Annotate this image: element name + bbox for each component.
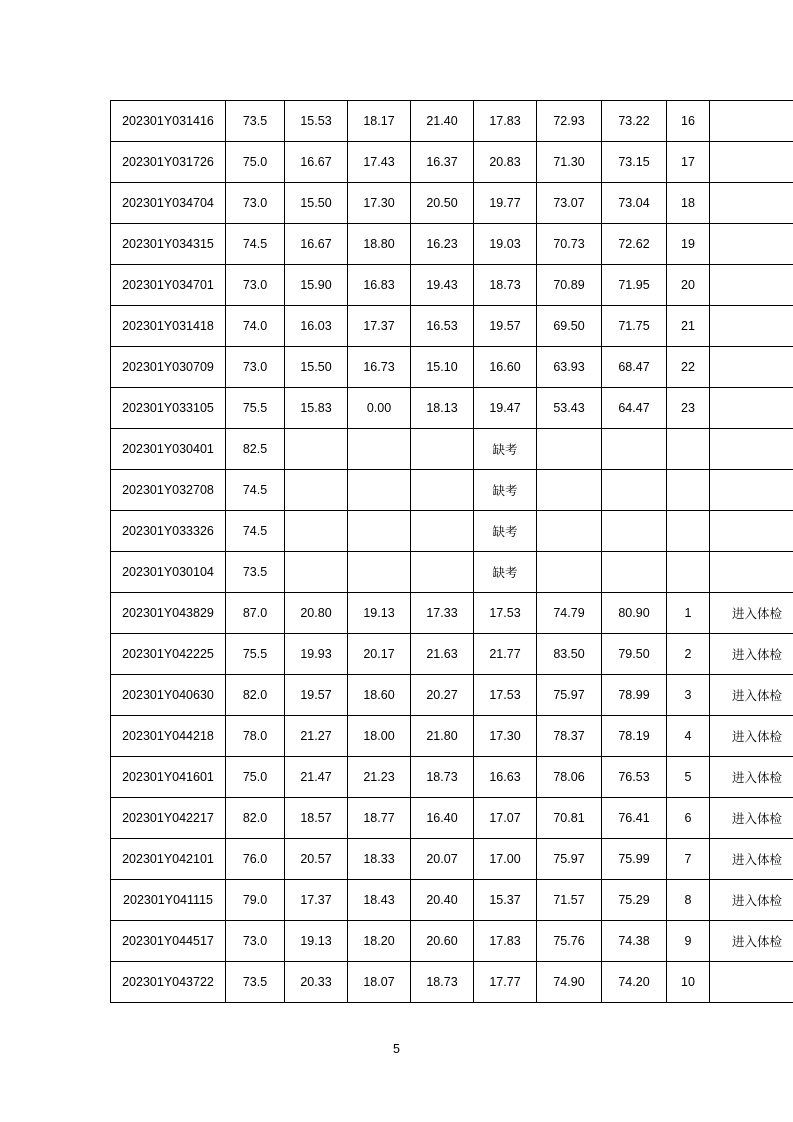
table-cell: 18.07 [348,962,411,1003]
table-cell: 74.5 [226,470,285,511]
table-cell: 进入体检 [710,757,793,798]
table-cell: 19.57 [285,675,348,716]
table-row [111,880,793,921]
table-cell: 73.15 [602,142,667,183]
table-cell: 17 [667,142,710,183]
table-cell: 19 [667,224,710,265]
table-cell: 21 [667,306,710,347]
table-cell: 进入体检 [710,634,793,675]
table-cell: 21.23 [348,757,411,798]
table-cell: 202301Y031726 [111,142,226,183]
table-cell: 74.79 [537,593,602,634]
table-cell: 75.76 [537,921,602,962]
table-cell [710,388,793,429]
table-cell [285,552,348,593]
table-cell: 16.40 [411,798,474,839]
table-row [111,757,793,798]
table-cell: 21.47 [285,757,348,798]
table-cell [710,265,793,306]
table-cell: 73.5 [226,962,285,1003]
table-cell: 202301Y030104 [111,552,226,593]
table-cell: 16.63 [474,757,537,798]
table-cell: 70.81 [537,798,602,839]
table-cell: 75.97 [537,839,602,880]
table-cell [710,306,793,347]
table-cell: 74.90 [537,962,602,1003]
table-cell: 202301Y040630 [111,675,226,716]
table-cell [285,429,348,470]
table-cell: 82.0 [226,798,285,839]
table-cell: 16 [667,101,710,142]
table-cell: 75.99 [602,839,667,880]
table-cell: 202301Y042101 [111,839,226,880]
table-cell: 72.93 [537,101,602,142]
table-cell: 进入体检 [710,593,793,634]
table-cell [348,429,411,470]
score-table [110,100,793,1003]
table-cell: 18.43 [348,880,411,921]
table-cell [537,470,602,511]
table-cell: 87.0 [226,593,285,634]
table-cell: 17.53 [474,593,537,634]
table-cell: 202301Y042225 [111,634,226,675]
table-cell: 202301Y030401 [111,429,226,470]
table-cell: 79.50 [602,634,667,675]
table-cell: 15.83 [285,388,348,429]
table-cell: 75.5 [226,388,285,429]
table-cell: 8 [667,880,710,921]
table-cell: 7 [667,839,710,880]
table-cell [710,183,793,224]
table-cell [667,429,710,470]
table-cell [285,511,348,552]
table-cell: 73.0 [226,921,285,962]
table-row [111,839,793,880]
table-cell: 16.60 [474,347,537,388]
table-cell: 18 [667,183,710,224]
table-row [111,429,793,470]
table-cell: 202301Y044517 [111,921,226,962]
table-cell: 202301Y034315 [111,224,226,265]
table-cell: 82.0 [226,675,285,716]
table-cell [710,224,793,265]
table-cell [411,552,474,593]
table-cell [602,511,667,552]
table-cell [710,101,793,142]
table-cell: 74.5 [226,224,285,265]
table-row [111,921,793,962]
table-cell: 68.47 [602,347,667,388]
table-cell: 18.00 [348,716,411,757]
table-cell: 进入体检 [710,716,793,757]
table-cell: 15.53 [285,101,348,142]
table-cell: 64.47 [602,388,667,429]
table-cell: 74.38 [602,921,667,962]
table-cell: 75.97 [537,675,602,716]
table-cell: 17.83 [474,921,537,962]
table-cell: 3 [667,675,710,716]
table-cell: 16.03 [285,306,348,347]
table-cell: 78.37 [537,716,602,757]
table-cell: 21.63 [411,634,474,675]
table-row [111,347,793,388]
table-cell: 20.50 [411,183,474,224]
table-cell [602,552,667,593]
table-cell: 19.57 [474,306,537,347]
table-cell: 5 [667,757,710,798]
table-cell: 72.62 [602,224,667,265]
table-cell: 19.47 [474,388,537,429]
table-cell: 202301Y033326 [111,511,226,552]
table-row [111,265,793,306]
table-cell: 18.13 [411,388,474,429]
table-cell: 23 [667,388,710,429]
table-cell: 10 [667,962,710,1003]
table-cell: 进入体检 [710,921,793,962]
table-cell: 进入体检 [710,675,793,716]
table-cell: 19.13 [285,921,348,962]
table-row [111,675,793,716]
table-cell: 75.0 [226,142,285,183]
table-cell: 20.27 [411,675,474,716]
table-cell: 15.50 [285,183,348,224]
table-cell: 20.60 [411,921,474,962]
table-cell [602,429,667,470]
table-row [111,306,793,347]
table-cell: 202301Y043829 [111,593,226,634]
table-cell: 进入体检 [710,798,793,839]
table-cell: 缺考 [474,470,537,511]
table-row [111,470,793,511]
table-cell: 17.33 [411,593,474,634]
table-cell: 17.83 [474,101,537,142]
table-row [111,593,793,634]
table-cell: 16.67 [285,224,348,265]
table-cell [537,552,602,593]
table-cell [710,429,793,470]
table-row [111,552,793,593]
table-cell: 73.0 [226,265,285,306]
table-cell: 71.57 [537,880,602,921]
table-cell: 202301Y033105 [111,388,226,429]
table-cell: 19.03 [474,224,537,265]
table-cell: 2 [667,634,710,675]
table-cell: 22 [667,347,710,388]
table-cell: 202301Y044218 [111,716,226,757]
table-cell: 17.77 [474,962,537,1003]
table-row [111,962,793,1003]
table-cell: 20.17 [348,634,411,675]
table-cell [667,511,710,552]
table-cell [710,962,793,1003]
table-row [111,224,793,265]
table-cell [710,470,793,511]
table-cell: 21.80 [411,716,474,757]
table-cell: 74.0 [226,306,285,347]
table-cell: 18.33 [348,839,411,880]
score-table-body [111,101,793,1003]
table-cell: 18.73 [474,265,537,306]
table-cell [348,511,411,552]
table-row [111,716,793,757]
table-cell [710,347,793,388]
table-cell: 17.43 [348,142,411,183]
table-cell: 缺考 [474,511,537,552]
table-cell [667,470,710,511]
table-cell: 76.41 [602,798,667,839]
table-cell: 70.89 [537,265,602,306]
table-cell: 9 [667,921,710,962]
table-cell: 74.20 [602,962,667,1003]
table-cell: 18.73 [411,757,474,798]
table-cell: 15.10 [411,347,474,388]
table-cell: 21.27 [285,716,348,757]
table-cell: 202301Y041601 [111,757,226,798]
table-cell: 202301Y031418 [111,306,226,347]
table-cell: 71.30 [537,142,602,183]
table-cell [285,470,348,511]
table-row [111,798,793,839]
table-cell: 16.83 [348,265,411,306]
table-cell: 缺考 [474,552,537,593]
table-cell: 73.22 [602,101,667,142]
table-cell: 71.95 [602,265,667,306]
table-cell: 202301Y030709 [111,347,226,388]
table-cell: 63.93 [537,347,602,388]
page-number: 5 [393,1042,400,1056]
table-cell [348,552,411,593]
table-row [111,511,793,552]
table-cell: 4 [667,716,710,757]
table-cell: 73.0 [226,183,285,224]
table-cell: 78.06 [537,757,602,798]
table-cell: 20.40 [411,880,474,921]
table-cell [602,470,667,511]
table-cell: 71.75 [602,306,667,347]
table-cell: 18.73 [411,962,474,1003]
table-cell: 70.73 [537,224,602,265]
table-cell: 18.80 [348,224,411,265]
table-cell: 83.50 [537,634,602,675]
table-cell: 20.80 [285,593,348,634]
table-cell [710,552,793,593]
table-cell: 73.0 [226,347,285,388]
table-cell: 19.13 [348,593,411,634]
table-cell: 202301Y041115 [111,880,226,921]
table-cell: 16.73 [348,347,411,388]
table-cell [710,142,793,183]
table-cell: 75.29 [602,880,667,921]
table-cell: 20.33 [285,962,348,1003]
table-row [111,183,793,224]
table-cell: 1 [667,593,710,634]
table-cell: 78.19 [602,716,667,757]
table-cell: 82.5 [226,429,285,470]
table-cell: 进入体检 [710,880,793,921]
table-cell: 73.5 [226,552,285,593]
table-cell: 74.5 [226,511,285,552]
table-cell: 16.37 [411,142,474,183]
table-cell: 17.00 [474,839,537,880]
table-cell: 缺考 [474,429,537,470]
table-cell: 78.0 [226,716,285,757]
table-cell: 78.99 [602,675,667,716]
table-cell: 18.60 [348,675,411,716]
table-cell: 0.00 [348,388,411,429]
table-cell: 16.53 [411,306,474,347]
table-cell [710,511,793,552]
table-cell: 17.37 [285,880,348,921]
table-cell: 21.40 [411,101,474,142]
table-cell: 18.77 [348,798,411,839]
table-cell: 17.30 [474,716,537,757]
table-cell: 73.5 [226,101,285,142]
table-cell: 17.53 [474,675,537,716]
table-cell: 17.37 [348,306,411,347]
table-cell: 18.17 [348,101,411,142]
table-cell: 76.53 [602,757,667,798]
table-cell: 75.5 [226,634,285,675]
table-cell: 17.07 [474,798,537,839]
table-cell: 16.23 [411,224,474,265]
table-cell: 19.43 [411,265,474,306]
table-cell: 15.37 [474,880,537,921]
table-cell: 75.0 [226,757,285,798]
table-cell: 202301Y043722 [111,962,226,1003]
table-cell: 20.83 [474,142,537,183]
table-cell: 16.67 [285,142,348,183]
table-cell: 6 [667,798,710,839]
table-cell: 53.43 [537,388,602,429]
table-cell [348,470,411,511]
table-cell: 19.93 [285,634,348,675]
table-row [111,634,793,675]
table-cell [537,511,602,552]
table-cell: 21.77 [474,634,537,675]
table-cell: 202301Y042217 [111,798,226,839]
table-cell: 80.90 [602,593,667,634]
table-cell: 18.57 [285,798,348,839]
table-cell: 18.20 [348,921,411,962]
table-cell: 79.0 [226,880,285,921]
table-cell: 20 [667,265,710,306]
table-row [111,101,793,142]
table-cell: 202301Y032708 [111,470,226,511]
table-row [111,388,793,429]
table-cell [411,511,474,552]
table-cell [667,552,710,593]
table-cell [411,470,474,511]
table-cell: 15.90 [285,265,348,306]
table-cell [411,429,474,470]
table-cell: 202301Y034704 [111,183,226,224]
table-cell: 202301Y031416 [111,101,226,142]
table-cell: 73.07 [537,183,602,224]
table-cell: 20.07 [411,839,474,880]
table-cell: 进入体检 [710,839,793,880]
table-cell: 69.50 [537,306,602,347]
table-cell: 202301Y034701 [111,265,226,306]
table-cell: 19.77 [474,183,537,224]
table-cell: 17.30 [348,183,411,224]
table-cell: 76.0 [226,839,285,880]
table-cell: 20.57 [285,839,348,880]
table-cell: 73.04 [602,183,667,224]
table-cell: 15.50 [285,347,348,388]
table-cell [537,429,602,470]
table-row [111,142,793,183]
